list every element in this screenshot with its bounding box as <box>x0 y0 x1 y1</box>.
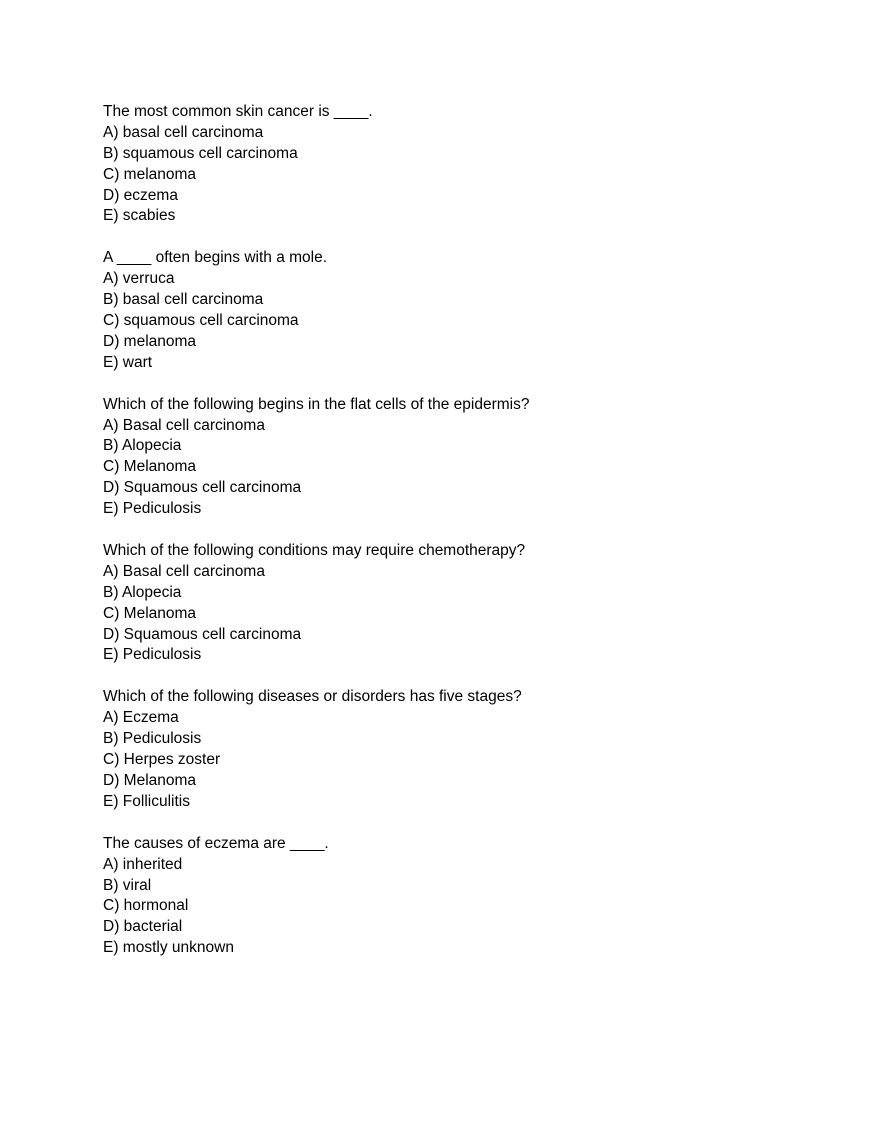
question-2 <box>103 248 843 373</box>
question-5 <box>103 687 843 812</box>
answer-option-b: B) Pediculosis <box>103 730 202 748</box>
answer-option-d: D) eczema <box>103 186 178 204</box>
answer-option-d: D) Squamous cell carcinoma <box>103 625 302 643</box>
answer-option-a: A) Eczema <box>103 709 179 727</box>
answer-option-e: E) Pediculosis <box>103 500 202 518</box>
question-3 <box>103 395 843 520</box>
question-prompt: The most common skin cancer is ____. <box>103 103 373 120</box>
question-prompt: Which of the following begins in the flat cells of the epidermis? <box>103 395 530 413</box>
answer-option-c: C) Melanoma <box>103 458 197 476</box>
question-1 <box>103 102 843 227</box>
answer-option-e: E) Pediculosis <box>103 646 202 664</box>
answer-option-b: B) basal cell carcinoma <box>103 291 264 309</box>
question-prompt: Which of the following diseases or disorders has five stages? <box>103 688 522 706</box>
answer-option-e: E) wart <box>103 353 153 371</box>
answer-option-c: C) melanoma <box>103 165 197 183</box>
answer-option-e: E) mostly unknown <box>103 939 234 957</box>
question-prompt: Which of the following conditions may require chemotherapy? <box>103 542 526 560</box>
answer-option-c: C) squamous cell carcinoma <box>103 312 299 330</box>
answer-option-a: A) verruca <box>103 270 175 288</box>
answer-option-b: B) viral <box>103 876 152 894</box>
answer-option-a: A) basal cell carcinoma <box>103 123 264 141</box>
answer-option-d: D) bacterial <box>103 918 183 936</box>
answer-option-e: E) scabies <box>103 207 176 225</box>
answer-option-c: C) hormonal <box>103 897 189 915</box>
question-prompt: A ____ often begins with a mole. <box>103 249 328 267</box>
answer-option-a: A) Basal cell carcinoma <box>103 416 265 434</box>
answer-option-c: C) Melanoma <box>103 604 197 622</box>
answer-option-a: A) inherited <box>103 855 183 873</box>
question-4 <box>103 541 843 666</box>
answer-option-b: B) squamous cell carcinoma <box>103 144 298 162</box>
document-page <box>103 102 843 980</box>
question-prompt: The causes of eczema are ____. <box>103 834 329 852</box>
answer-option-d: D) Squamous cell carcinoma <box>103 479 302 497</box>
answer-option-e: E) Folliculitis <box>103 792 190 810</box>
answer-option-d: D) melanoma <box>103 332 197 350</box>
answer-option-d: D) Melanoma <box>103 771 197 789</box>
answer-option-c: C) Herpes zoster <box>103 751 221 769</box>
answer-option-b: B) Alopecia <box>103 437 182 455</box>
answer-option-b: B) Alopecia <box>103 583 182 601</box>
answer-option-a: A) Basal cell carcinoma <box>103 562 265 580</box>
question-6 <box>103 834 843 959</box>
